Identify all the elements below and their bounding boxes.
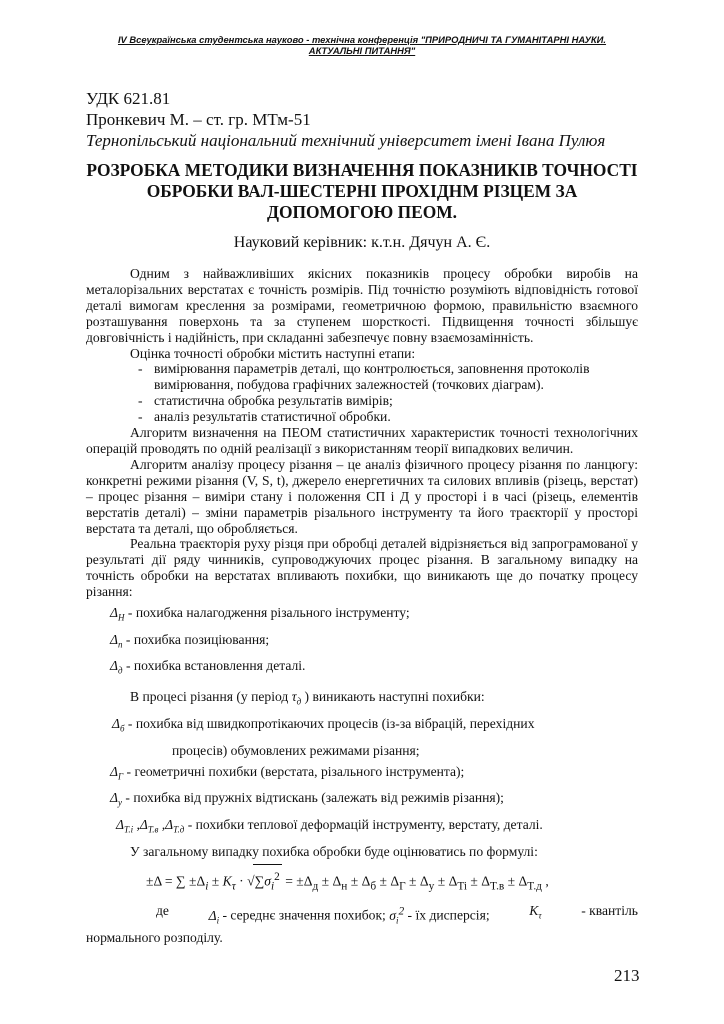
error-text: - похибка від пружніх відтискань (залежать від режимів різання);: [125, 790, 504, 806]
title-line-3: ДОПОМОГОЮ ПЕОМ.: [267, 202, 457, 222]
error-formula: ±Δ = ∑ $\pm\Delta_i \pm K_\tau \cdot √\sum\sigma_i^2 = \pm\Delta_д \pm \Delta_н \pm \Delta_б \pm \Delta_Г \pm \Delta_у \pm \Delta_{Ti} \pm \Delta_{T.в} \pm \Delta_{T.д}$ ,: [146, 864, 638, 898]
error-text: - похибка встановлення деталі.: [125, 658, 306, 674]
list-item: - статистична обробка результатів вимірів;: [138, 393, 638, 409]
paragraph-formula-intro: У загальному випадку похибка обробки буде оцінюватись по формулі:: [130, 843, 538, 859]
udc-code: УДК 621.81: [86, 89, 171, 108]
error-item-installation: [110, 655, 638, 682]
article-meta: [86, 88, 646, 151]
list-item: - аналіз результатів статистичної обробки.: [138, 409, 638, 425]
stages-list: [86, 361, 638, 425]
article-body: [86, 266, 638, 947]
paragraph-cutting-period: В процесі різання (у період $\tau_д$ ) виникають наступні похибки:: [130, 689, 485, 707]
error-text: - похибка налагодження різального інструменту;: [127, 605, 410, 621]
k-tau-symbol: $K_\tau$: [529, 903, 542, 921]
error-text: - похибка від швидкопротікаючих процесів (із-за вібрацій, перехідних: [127, 715, 535, 731]
delta-h-symbol: $\Delta_H$: [110, 605, 125, 623]
error-item-thermal: [116, 814, 638, 841]
error-text-continuation: процесів) обумовлених режимами різання;: [172, 742, 420, 758]
delta-b-symbol: $\Delta_б$: [112, 715, 125, 734]
header-line-2: АКТУАЛЬНІ ПИТАННЯ": [308, 45, 416, 56]
delta-p-symbol: $\Delta_п$: [110, 631, 123, 650]
scientific-advisor: Науковий керівник: к.т.н. Дячун А. Є.: [233, 234, 491, 251]
page-number: 213: [614, 966, 640, 985]
title-line-2: ОБРОБКИ ВАЛ-ШЕСТЕРНІ ПРОХІДНМ РІЗЦЕМ ЗА: [146, 181, 578, 201]
paragraph-stages: Оцінка точності обробки містить наступні етапи:: [130, 345, 416, 361]
paragraph-trajectory: Реальна траєкторія руху різця при обробці деталей відрізняється від запрограмованої у результаті дії ряду чинників, супроводжуючих процес різання. В загальному випадку на точність обробки на верстатах впливають похибки, що виникають ще до початку процесу різання:: [86, 536, 638, 600]
delta-y-symbol: $\Delta_у$: [110, 790, 122, 809]
paragraph-cutting-analysis: Алгоритм аналізу процесу різання – це аналіз фізичного процесу різання по ланцюгу: конкретні режими різання (V, S, t), джерело енергетичних та силових впливів (різець, верстат) – процес різання – виміри стану і положення СП і Д у просторі і в часі (різець, елементів верстатів деталі) – зміни параметрів різального інструменту та його траєкторії у просторі верстата та деталі, що обробляється.: [86, 456, 638, 536]
delta-i-symbol: $\Delta_i$: [208, 907, 220, 926]
error-text: - геометричні похибки (верстата, різального інструмента);: [126, 763, 465, 779]
article-title: [86, 160, 638, 223]
delta-thermal-symbols: $\Delta_{T.i}$ $,\Delta_{T.в}$ $,\Delta_{T.д}$: [116, 817, 185, 835]
author-line: Пронкевич М. – ст. гр. МТм-51: [86, 110, 311, 129]
conference-header: [40, 34, 684, 56]
error-text: - похибки теплової деформацій інструменту, верстату, деталі.: [187, 817, 543, 833]
error-item-positioning: [110, 629, 638, 656]
formula-explanation: де $\Delta_i$ - середнє значення похибок; $\sigma_i^2$ - їх дисперсія; $K_\tau$ - квантіль нормального розподілу.: [86, 903, 638, 946]
university-line: Тернопільський національний технічний університет імені Івана Пулюя: [86, 131, 606, 150]
header-line-1: IV Всеукраїнська студентська науково - технічна конференція "ПРИРОДНИЧІ ТА ГУМАНІТАРНІ НАУКИ.: [117, 34, 607, 45]
error-item-setup: [110, 602, 638, 629]
paragraph-intro: Одним з найважливіших якісних показників процесу обробки виробів на металорізальних верстатах є точність розмірів. Під точністю розуміють відповідність готової деталі вимогам креслення за розмірами, геометричною формою, правильністю взаємного розташування поверхонь та за ступенем шорсткості. Підвищення точності збільшує довговічність і надійність, при складанні забезпечує повну взаємозамінність.: [86, 266, 638, 345]
sigma-symbol: $\sigma_i^2$: [389, 905, 405, 926]
delta-d-symbol: $\Delta_д$: [110, 658, 123, 677]
error-item-geometric: [110, 761, 638, 788]
error-item-fast-processes: [112, 713, 638, 761]
delta-g-symbol: $\Delta_Г$: [110, 763, 124, 782]
title-line-1: РОЗРОБКА МЕТОДИКИ ВИЗНАЧЕННЯ ПОКАЗНИКІВ ТОЧНОСТІ: [86, 160, 638, 180]
tau-d-symbol: $\tau_д$: [291, 689, 302, 707]
paragraph-algorithm: Алгоритм визначення на ПЕОМ статистичних характеристик точності технологічних операцій проводять по одній реалізації з використанням теорії випадкових величин.: [86, 425, 638, 456]
error-text: - похибка позиціювання;: [125, 631, 270, 647]
explanation-end: нормального розподілу.: [86, 930, 223, 946]
list-item: - вимірювання параметрів деталі, що контролюється, заповнення протоколів вимірювання, побудова графічних залежностей (точкових діаграм).: [138, 361, 638, 393]
error-item-elastic: [110, 787, 638, 814]
